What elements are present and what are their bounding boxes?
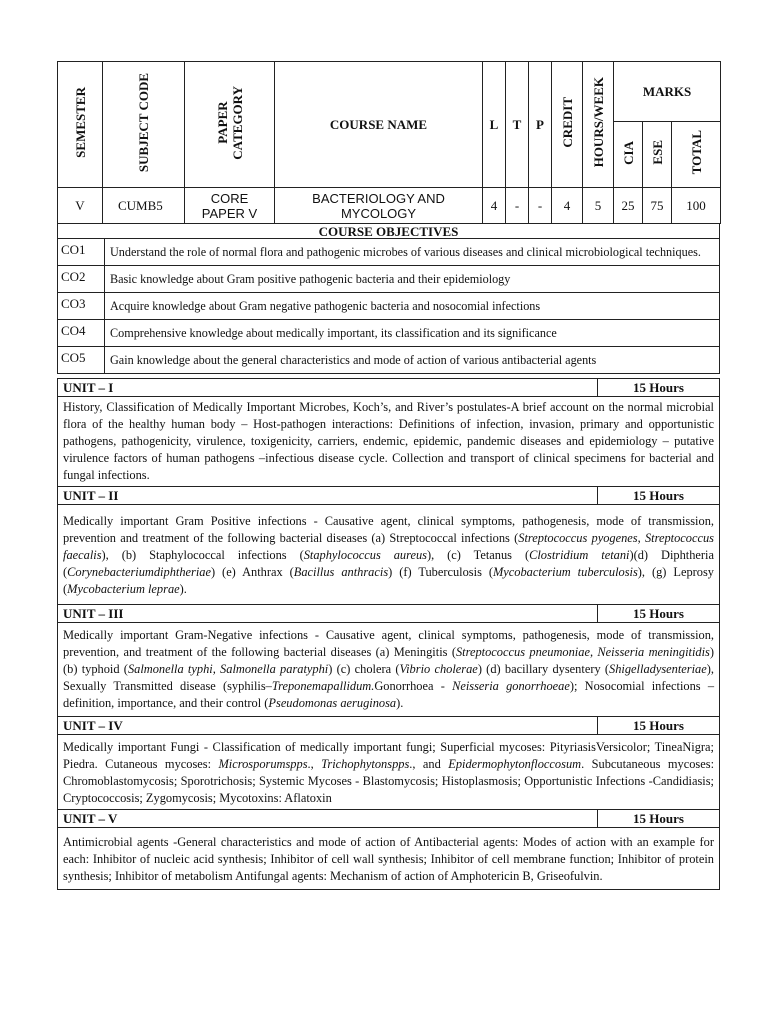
semester-header: SEMESTER xyxy=(58,62,103,188)
course-info-table xyxy=(57,61,721,224)
ese-header: ESE xyxy=(643,122,672,188)
cia-value: 25 xyxy=(614,188,643,224)
unit-header xyxy=(58,810,720,828)
objective-row xyxy=(58,293,720,320)
unit-hours: 15 Hours xyxy=(598,605,720,623)
syllabus-sheet xyxy=(57,61,720,890)
unit-content: Medically important Gram-Negative infections - Causative agent, clinical symptoms, pathogenesis, mode of transmission, prevention, and treatment of the following bacterial diseases (a) Meningitis (Streptococcus pneumoniae, Neisseria meningitidis) (b) typhoid (Salmonella typhi, Salmonella paratyphi) (c) cholera (Vibrio cholerae) (d) bacillary dysentery (Shigelladysenteriae), Sexually Transmitted disease (syphilis–Treponemapallidum.Gonorrhoea - Neisseria gonorrhoeae); Nosocomial infections – definition, importance, and their control (Pseudomonas aeruginosa). xyxy=(58,623,720,717)
course-name-value: BACTERIOLOGY AND MYCOLOGY xyxy=(275,188,483,224)
unit-hours: 15 Hours xyxy=(598,379,720,397)
hours-week-header: HOURS/WEEK xyxy=(583,62,614,188)
objective-code: CO5 xyxy=(58,347,105,374)
unit-header xyxy=(58,487,720,505)
objective-code: CO4 xyxy=(58,320,105,347)
course-objectives-title: COURSE OBJECTIVES xyxy=(58,224,720,239)
marks-header: MARKS xyxy=(614,62,721,122)
hours-week-value: 5 xyxy=(583,188,614,224)
objective-code: CO1 xyxy=(58,239,105,266)
objective-text: Understand the role of normal flora and pathogenic microbes of various diseases and clinical microbiological techniques. xyxy=(105,239,720,266)
objective-row xyxy=(58,266,720,293)
total-value: 100 xyxy=(672,188,721,224)
objective-text: Basic knowledge about Gram positive pathogenic bacteria and their epidemiology xyxy=(105,266,720,293)
objective-text: Comprehensive knowledge about medically important, its classification and its significance xyxy=(105,320,720,347)
unit-content: History, Classification of Medically Important Microbes, Koch’s, and River’s postulates-A brief account on the normal microbial flora of the healthy human body – Host-pathogen interactions: Definitions of infection, invasion, primary and opportunistic pathogens, pathogenicity, virulence, toxigenicity, carriers, endemic, epidemic, pandemic diseases and epidemiology – putative virulence factors of human pathogens –infectious disease cycle. Collection and transport of clinical specimens for bacterial and fungal infections. xyxy=(58,397,720,487)
unit-body xyxy=(58,505,720,605)
unit-content: Antimicrobial agents -General characteristics and mode of action of Antibacterial agents: Modes of action with an example for each: Inhibitor of nucleic acid synthesis; Inhibitor of cell wall synthesis; Inhibitor of cell membrane function; Inhibitor of protein synthesis; Inhibitor of metabolism Antifungal agents: Mechanism of action of Amphotericin B, Griseofulvin. xyxy=(58,828,720,890)
unit-content: Medically important Fungi - Classification of medically important fungi; Superficial mycoses: PityriasisVersicolor; TineaNigra; Piedra. Cutaneous mycoses: Microsporumspps., Trichophytonspps., and Epidermophytonfloccosum. Subcutaneous mycoses: Chromoblastomycosis; Sporotrichosis; Systemic Mycoses - Blastomycosis; Histoplasmosis; Opportunistic Infections -Candidiasis; Cryptococcosis; Zygomycosis; Mycotoxins: Aflatoxin xyxy=(58,735,720,810)
l-value: 4 xyxy=(483,188,506,224)
objective-row xyxy=(58,347,720,374)
objective-row xyxy=(58,239,720,266)
ese-value: 75 xyxy=(643,188,672,224)
cia-header: CIA xyxy=(614,122,643,188)
unit-header xyxy=(58,605,720,623)
subject-code-header: SUBJECT CODE xyxy=(103,62,185,188)
credit-value: 4 xyxy=(552,188,583,224)
p-header: P xyxy=(529,62,552,188)
course-objectives-table xyxy=(57,223,720,374)
objective-text: Acquire knowledge about Gram negative pathogenic bacteria and nosocomial infections xyxy=(105,293,720,320)
unit-name: UNIT – IV xyxy=(58,717,598,735)
unit-header xyxy=(58,717,720,735)
semester-value: V xyxy=(58,188,103,224)
course-row xyxy=(58,188,721,224)
unit-body xyxy=(58,397,720,487)
total-header: TOTAL xyxy=(672,122,721,188)
objective-code: CO2 xyxy=(58,266,105,293)
unit-header xyxy=(58,379,720,397)
unit-name: UNIT – II xyxy=(58,487,598,505)
credit-header: CREDIT xyxy=(552,62,583,188)
unit-hours: 15 Hours xyxy=(598,487,720,505)
t-value: - xyxy=(506,188,529,224)
unit-name: UNIT – I xyxy=(58,379,598,397)
objective-text: Gain knowledge about the general characteristics and mode of action of various antibacterial agents xyxy=(105,347,720,374)
unit-name: UNIT – III xyxy=(58,605,598,623)
unit-hours: 15 Hours xyxy=(598,810,720,828)
units-table xyxy=(57,378,720,890)
paper-category-value: CORE PAPER V xyxy=(185,188,275,224)
p-value: - xyxy=(529,188,552,224)
t-header: T xyxy=(506,62,529,188)
subject-code-value: CUMB5 xyxy=(103,188,185,224)
l-header: L xyxy=(483,62,506,188)
course-name-header: COURSE NAME xyxy=(275,62,483,188)
unit-hours: 15 Hours xyxy=(598,717,720,735)
objective-row xyxy=(58,320,720,347)
unit-name: UNIT – V xyxy=(58,810,598,828)
unit-content: Medically important Gram Positive infections - Causative agent, clinical symptoms, pathogenesis, mode of transmission, prevention and treatment of the following bacterial diseases (a) Streptococcal infections (Streptococcus pyogenes, Streptococcus faecalis), (b) Staphylococcal infections (Staphylococcus aureus), (c) Tetanus (Clostridium tetani)(d) Diphtheria (Corynebacteriumdiphtheriae) (e) Anthrax (Bacillus anthracis) (f) Tuberculosis (Mycobacterium tuberculosis), (g) Leprosy (Mycobacterium leprae). xyxy=(58,505,720,605)
objective-code: CO3 xyxy=(58,293,105,320)
paper-category-header: PAPER CATEGORY xyxy=(185,62,275,188)
unit-body xyxy=(58,623,720,717)
unit-body xyxy=(58,828,720,890)
unit-body xyxy=(58,735,720,810)
